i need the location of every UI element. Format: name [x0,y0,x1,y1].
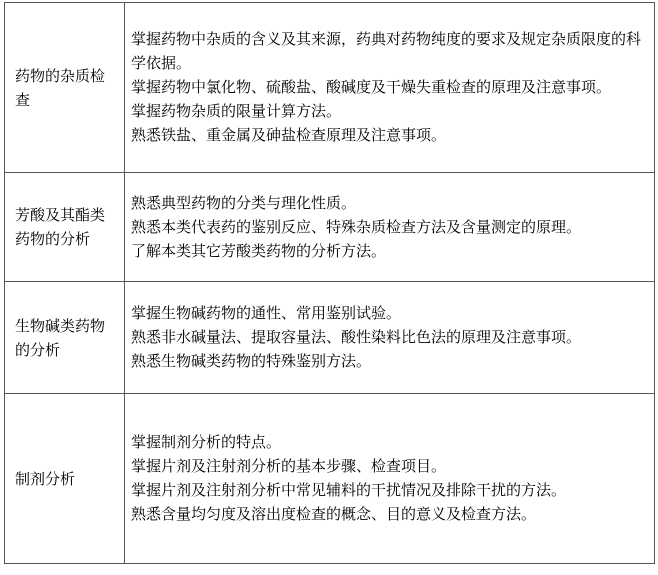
table-row [5,3,655,173]
topic-cell: 芳酸及其酯类药物的分析 [5,173,125,282]
table-row [5,282,655,394]
requirement-item: 熟悉本类代表药的鉴别反应、特殊杂质检查方法及含量测定的原理。 [131,217,582,236]
requirement-item: 掌握药物杂质的限量计算方法。 [131,102,342,120]
requirement-item: 掌握药物中氯化物、硫酸盐、酸碱度及干燥失重检查的原理及注意事项。 [131,78,612,96]
requirement-item: 掌握片剂及注射剂分析的基本步骤、检查项目。 [131,457,447,475]
requirement-item: 掌握药物中杂质的含义及其来源，药典对药物纯度的要求及规定杂质限度的科学依据。 [131,30,642,72]
topic-cell: 药物的杂质检查 [5,3,125,173]
requirement-item: 掌握生物碱药物的通性、常用鉴别试验。 [131,304,402,322]
requirements-cell [125,173,655,282]
requirement-item: 掌握制剂分析的特点。 [131,433,282,451]
requirements-cell [125,3,655,173]
requirement-item: 熟悉典型药物的分类与理化性质。 [131,193,357,212]
requirement-item: 熟悉含量均匀度及溶出度检查的概念、目的意义及检查方法。 [131,505,537,523]
syllabus-table [4,2,655,564]
requirement-item: 熟悉非水碱量法、提取容量法、酸性染料比色法的原理及注意事项。 [131,328,582,346]
table-row [5,173,655,282]
requirements-cell [125,394,655,564]
requirements-cell [125,282,655,394]
requirement-item: 熟悉铁盐、重金属及砷盐检查原理及注意事项。 [131,126,447,144]
topic-cell: 生物碱类药物的分析 [5,282,125,394]
requirement-item: 熟悉生物碱类药物的特殊鉴别方法。 [131,352,372,370]
requirement-item: 掌握片剂及注射剂分析中常见辅料的干扰情况及排除干扰的方法。 [131,481,567,499]
requirement-item: 了解本类其它芳酸类药物的分析方法。 [131,241,387,260]
topic-cell: 制剂分析 [5,394,125,564]
table-row [5,394,655,564]
